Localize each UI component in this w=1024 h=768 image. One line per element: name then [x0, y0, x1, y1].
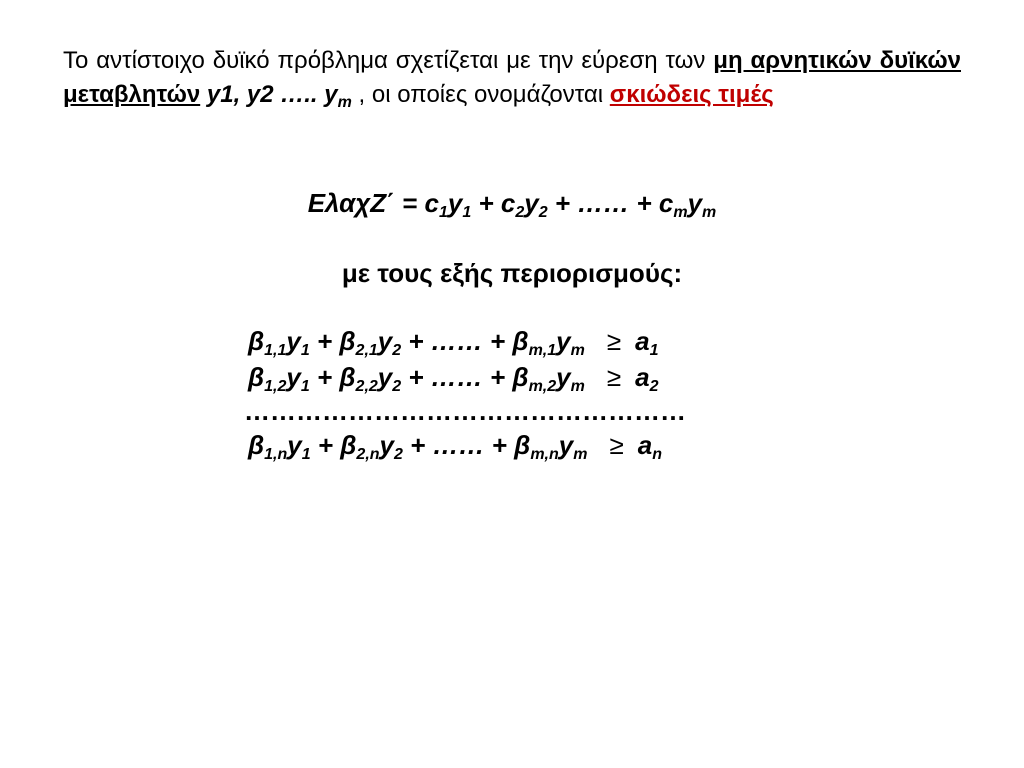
cn-y2-sub: 2	[394, 446, 403, 463]
c2-a-sub: 2	[649, 378, 659, 395]
constraint-2	[248, 362, 659, 393]
c2-ym-sub: m	[570, 378, 585, 395]
intro-text-1: Το αντίστοιχο δυϊκό πρόβλημα σχετίζεται με την εύρεση των	[63, 47, 714, 74]
c1-y2: y	[377, 326, 393, 356]
intro-paragraph	[63, 44, 961, 112]
intro-text-2: , οι οποίες ονομάζονται	[351, 81, 610, 108]
c2-a: a	[635, 362, 650, 392]
dual-variables-list	[200, 81, 352, 111]
cn-betam-sub: m,n	[530, 446, 559, 463]
c2-betam-sub: m,2	[528, 378, 557, 395]
c1-ym: y	[556, 326, 571, 356]
cn-beta2: + β	[310, 430, 357, 460]
c1-a-sub: 1	[649, 342, 659, 359]
cn-beta1: β	[248, 430, 265, 460]
constraints-heading: με τους εξής περιορισμούς:	[341, 258, 683, 288]
c1-ym-sub: m	[570, 342, 585, 359]
c1-ge-symbol: ≥	[606, 326, 622, 356]
c2-y2: y	[377, 362, 393, 392]
c2-ym: y	[556, 362, 571, 392]
c2-beta1: β	[248, 362, 265, 392]
cn-ge-symbol: ≥	[609, 430, 624, 460]
c1-betam-sub: m,1	[528, 342, 557, 359]
vars-sub: m	[337, 94, 352, 111]
c2-beta1-sub: 1,2	[264, 378, 287, 395]
cn-y1-sub: 1	[301, 446, 311, 463]
cn-ym-sub: m	[573, 446, 588, 463]
c1-beta2: + β	[309, 326, 356, 356]
c1-beta1-sub: 1,1	[264, 342, 287, 359]
objective-rhs: $c_1y_1 + c_2y_2$ + …… + $c_my_m$	[424, 188, 717, 221]
cn-y1: y	[287, 430, 302, 460]
c1-betam: + …… + β	[401, 326, 529, 356]
cn-betam: + …… + β	[402, 430, 531, 460]
vars-prefix: y1, y2 ….. y	[200, 81, 338, 108]
c1-y1: y	[286, 326, 301, 356]
c2-y1: y	[286, 362, 301, 392]
cn-ym: y	[558, 430, 574, 460]
constraint-n	[248, 430, 662, 461]
cn-a: a	[637, 430, 653, 460]
shadow-prices-term: σκιώδεις τιμές	[609, 81, 774, 108]
c2-beta2: + β	[309, 362, 356, 392]
c2-betam: + …… + β	[401, 362, 529, 392]
cn-a-sub: n	[652, 446, 663, 463]
c1-y2-sub: 2	[392, 342, 402, 359]
objective-function	[0, 188, 1024, 219]
c2-y1-sub: 1	[300, 378, 310, 395]
c1-beta2-sub: 2,1	[355, 342, 378, 359]
ellipsis-row: ……………………………………………	[244, 396, 686, 426]
c1-beta1: β	[248, 326, 265, 356]
c1-a: a	[635, 326, 650, 356]
cn-y2: y	[379, 430, 395, 460]
cn-beta2-sub: 2,n	[356, 446, 380, 463]
c2-ge-symbol: ≥	[606, 362, 622, 392]
c1-y1-sub: 1	[300, 342, 310, 359]
dual-variables-term: μη αρνητικών δυϊκών μεταβλητών	[63, 47, 961, 108]
c2-beta2-sub: 2,2	[355, 378, 378, 395]
cn-beta1-sub: 1,n	[264, 446, 288, 463]
constraint-1	[248, 326, 659, 357]
c2-y2-sub: 2	[392, 378, 402, 395]
objective-lhs: ΕλαχZ΄ =	[307, 188, 425, 218]
